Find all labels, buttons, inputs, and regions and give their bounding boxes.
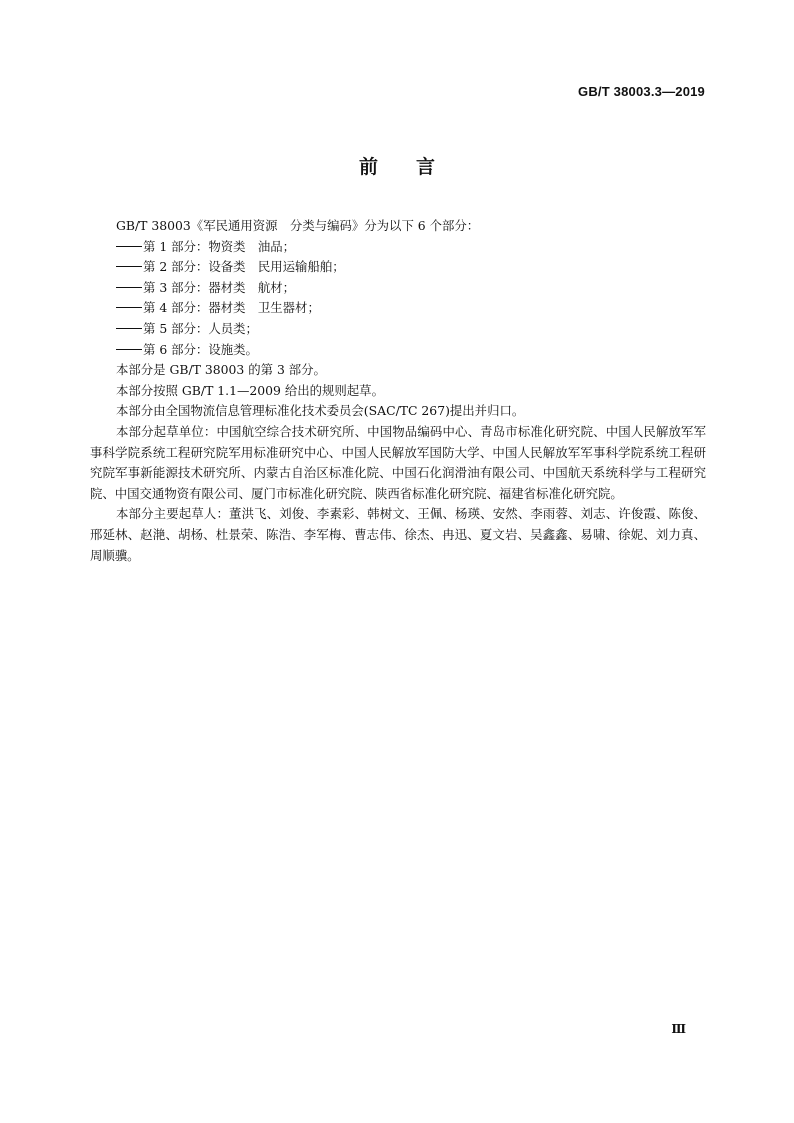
- list-item-text: 第 3 部分：器材类 航材；: [143, 279, 296, 295]
- list-item: [90, 340, 706, 361]
- page-number: Ⅲ: [671, 1022, 686, 1036]
- dash-mark: [116, 349, 142, 350]
- list-item-text: 第 6 部分：设施类。: [143, 341, 258, 357]
- list-item: [90, 319, 706, 340]
- part-statement: 本部分是 GB/T 38003 的第 3 部分。: [116, 362, 326, 378]
- drafting-units-paragraph: 本部分起草单位：中国航空综合技术研究所、中国物品编码中心、青岛市标准化研究院、中国人民解放军军事科学院系统工程研究院军用标准研究中心、中国人民解放军国防大学、中国人民解放军军事科学院系统工程研究院军事新能源技术研究所、内蒙古自治区标准化院、中国石化润滑油有限公司、中国航天系统科学与工程研究院、中国交通物资有限公司、厦门市标准化研究院、陕西省标准化研究院、福建省标准化研究院。: [90, 423, 706, 501]
- list-item: [90, 278, 706, 299]
- dash-mark: [116, 328, 142, 329]
- list-item: [90, 257, 706, 278]
- dash-mark: [116, 266, 142, 267]
- list-item-text: 第 2 部分：设备类 民用运输船舶；: [143, 259, 345, 275]
- title-char-1: 前: [358, 156, 378, 178]
- list-item: [90, 298, 706, 319]
- dash-mark: [116, 307, 142, 308]
- dash-mark: [116, 287, 142, 288]
- rules-statement: 本部分按照 GB/T 1.1—2009 给出的规则起草。: [116, 382, 384, 398]
- title-char-2: 言: [416, 156, 436, 178]
- list-item: [90, 237, 706, 258]
- intro-paragraph: GB/T 38003《军民通用资源 分类与编码》分为以下 6 个部分：: [116, 218, 480, 233]
- list-item-text: 第 4 部分：器材类 卫生器材；: [143, 300, 320, 316]
- standard-code: GB/T 38003.3—2019: [578, 84, 705, 99]
- list-item-text: 第 5 部分：人员类；: [143, 320, 258, 336]
- preface-body: [90, 216, 706, 566]
- page-title: [0, 152, 794, 179]
- proposed-statement: 本部分由全国物流信息管理标准化技术委员会(SAC/TC 267)提出并归口。: [116, 403, 525, 419]
- list-item-text: 第 1 部分：物资类 油品；: [143, 238, 296, 254]
- dash-mark: [116, 246, 142, 247]
- drafters-paragraph: 本部分主要起草人：董洪飞、刘俊、李素彩、韩树文、王佩、杨瑛、安然、李雨蓉、刘志、许俊霞、陈俊、邢延林、赵滟、胡杨、杜景荣、陈浩、李军梅、曹志伟、徐杰、冉迅、夏文岩、吴鑫鑫、易啸、徐妮、刘力真、周顺骥。: [90, 506, 706, 563]
